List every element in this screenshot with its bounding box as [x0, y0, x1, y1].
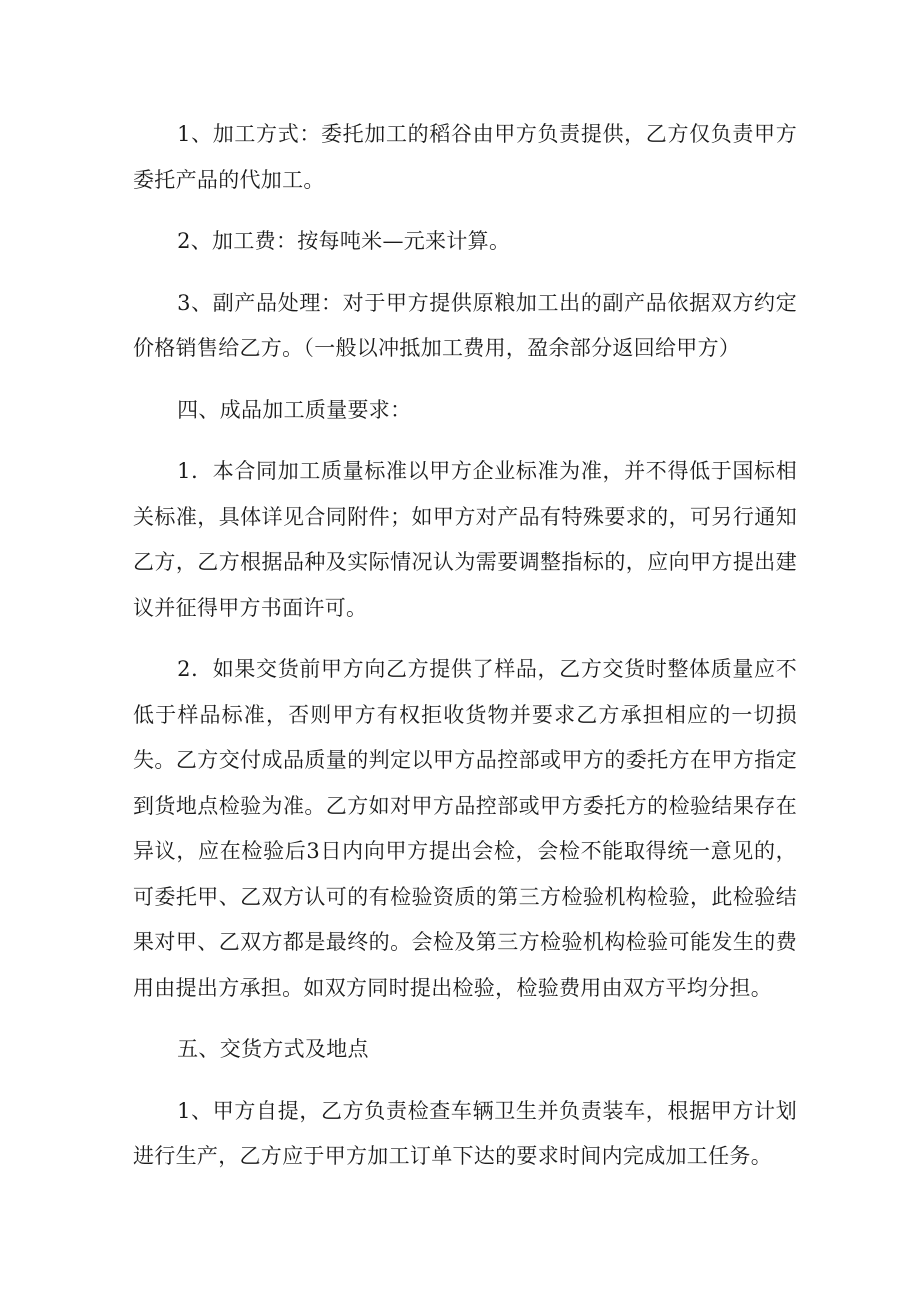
clause-byproduct-handling: 3、副产品处理：对于甲方提供原粮加工出的副产品依据双方约定价格销售给乙方。（一般以冲抵加工费用，盈余部分返回给甲方）: [133, 290, 797, 360]
section-heading-quality: 四、成品加工质量要求：: [177, 397, 412, 422]
clause-self-pickup: 1、甲方自提，乙方负责检查车辆卫生并负责装车，根据甲方计划进行生产，乙方应于甲方加工订单下达的要求时间内完成加工任务。: [133, 1098, 797, 1168]
clause-processing-fee: 2、加工费：按每吨米—元来计算。: [177, 229, 511, 253]
document-body: [133, 112, 797, 1196]
section-heading-delivery: 五、交货方式及地点: [177, 1037, 369, 1061]
clause-processing-method: 1、加工方式：委托加工的稻谷由甲方负责提供，乙方仅负责甲方委托产品的代加工。: [133, 122, 797, 192]
clause-sample-inspection: 2．如果交货前甲方向乙方提供了样品，乙方交货时整体质量应不低于样品标准，否则甲方有权拒收货物并要求乙方承担相应的一切损失。乙方交付成品质量的判定以甲方品控部或甲方的委托方在甲方指定到货地点检验为准。乙方如对甲方品控部或甲方委托方的检验结果存在异议，应在检验后3日内向甲方提出会检，会检不能取得统一意见的，可委托甲、乙双方认可的有检验资质的第三方检验机构检验，此检验结果对甲、乙双方都是最终的。会检及第三方检验机构检验可能发生的费用由提出方承担。如双方同时提出检验，检验费用由双方平均分担。: [133, 657, 797, 1000]
clause-quality-standard: 1．本合同加工质量标准以甲方企业标准为准，并不得低于国标相关标准，具体详见合同附件；如甲方对产品有特殊要求的，可另行通知乙方，乙方根据品种及实际情况认为需要调整指标的，应向甲方提出建议并征得甲方书面许可。: [133, 459, 797, 620]
